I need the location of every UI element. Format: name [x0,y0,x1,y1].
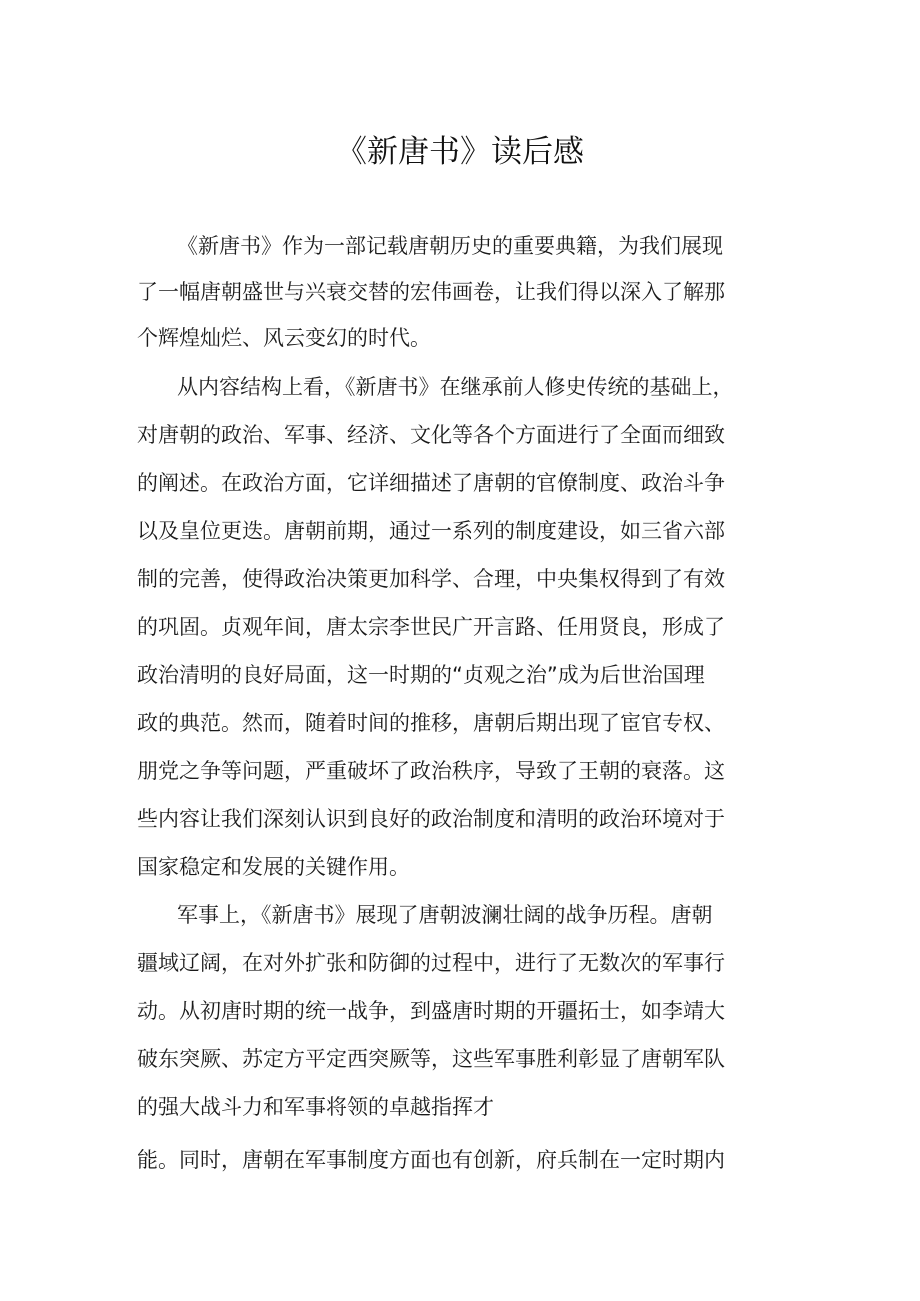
text-line: 政治清明的良好局面，这一时期的“贞观之治”成为后世治国理 [137,663,705,687]
text-line: 的巩固。贞观年间，唐太宗李世民广开言路、任用贤良，形成了 [137,615,725,639]
text-line: 《新唐书》作为一部记载唐朝历史的重要典籍，为我们展现 [177,234,723,258]
document-title: 《新唐书》读后感 [336,134,584,170]
text-line: 个辉煌灿烂、风云变幻的时代。 [137,326,431,350]
text-line: 疆域辽阔，在对外扩张和防御的过程中，进行了无数次的军事行 [137,951,725,975]
text-line: 对唐朝的政治、军事、经济、文化等各个方面进行了全面而细致 [137,423,725,447]
text-line: 制的完善，使得政治决策更加科学、合理，中央集权得到了有效 [137,567,725,591]
text-line: 从内容结构上看，《新唐书》在继承前人修史传统的基础上， [177,375,734,399]
text-line: 政的典范。然而，随着时间的推移，唐朝后期出现了宦官专权、 [137,711,725,735]
text-line: 以及皇位更迭。唐朝前期，通过一系列的制度建设，如三省六部 [137,519,725,543]
text-line: 了一幅唐朝盛世与兴衰交替的宏伟画卷，让我们得以深入了解那 [137,280,725,304]
text-line: 的强大战斗力和军事将领的卓越指挥才 [137,1095,494,1119]
text-line: 能。同时，唐朝在军事制度方面也有创新，府兵制在一定时期内 [137,1148,725,1172]
text-line: 破东突厥、苏定方平定西突厥等，这些军事胜利彰显了唐朝军队 [137,1047,725,1071]
text-line: 军事上，《新唐书》展现了唐朝波澜壮阔的战争历程。唐朝 [177,903,713,927]
text-line: 朋党之争等问题，严重破坏了政治秩序，导致了王朝的衰落。这 [137,759,725,783]
text-line: 些内容让我们深刻认识到良好的政治制度和清明的政治环境对于 [137,807,725,831]
text-line: 国家稳定和发展的关键作用。 [137,855,410,879]
text-line: 的阐述。在政治方面，它详细描述了唐朝的官僚制度、政治斗争 [137,471,725,495]
text-line: 动。从初唐时期的统一战争，到盛唐时期的开疆拓士，如李靖大 [137,999,725,1023]
